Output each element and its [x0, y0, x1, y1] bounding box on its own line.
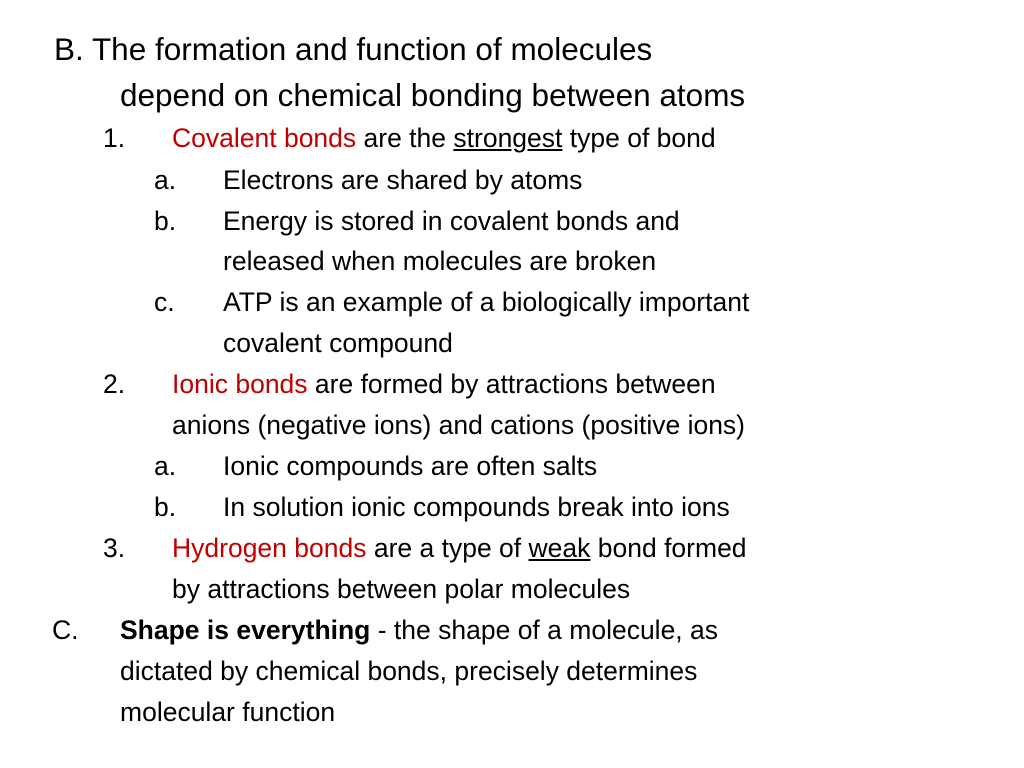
- item-1b-line2: released when molecules are broken: [223, 246, 657, 276]
- item-2-text-a: are formed by attractions between: [307, 369, 716, 399]
- item-2b-line1: In solution ionic compounds break into ions: [223, 492, 730, 522]
- shape-is-everything-bold: Shape is everything: [120, 615, 371, 645]
- item-1a-marker: a.: [154, 165, 177, 195]
- item-1c-line1: ATP is an example of a biologically important: [223, 287, 750, 317]
- heading-c-text-a: - the shape of a molecule, as: [370, 615, 719, 645]
- item-2-line2: anions (negative ions) and cations (positive ions): [172, 410, 746, 440]
- heading-c-line1: [120, 614, 718, 646]
- heading-b-line1: B. The formation and function of molecules: [54, 31, 653, 67]
- strongest-emph: strongest: [453, 123, 563, 153]
- item-1-line1: [172, 122, 716, 154]
- weak-emph: weak: [528, 533, 591, 563]
- covalent-bonds-term: Covalent bonds: [172, 123, 357, 153]
- item-3-marker: 3.: [103, 533, 126, 563]
- item-1b-marker: b.: [154, 206, 177, 236]
- heading-c-line2: dictated by chemical bonds, precisely determines: [120, 656, 698, 686]
- item-3-line2: by attractions between polar molecules: [172, 574, 631, 604]
- item-1-text-a: are the: [356, 123, 454, 153]
- item-3-text-a: are a type of: [366, 533, 529, 563]
- item-1-text-b: type of bond: [562, 123, 716, 153]
- item-2a-line1: Ionic compounds are often salts: [223, 451, 598, 481]
- item-2-marker: 2.: [103, 369, 126, 399]
- item-1-marker: 1.: [103, 123, 126, 153]
- item-2b-marker: b.: [154, 492, 177, 522]
- item-1c-marker: c.: [154, 287, 175, 317]
- item-3-text-b: bond formed: [590, 533, 747, 563]
- heading-b-line2: depend on chemical bonding between atoms: [120, 77, 746, 113]
- item-2-line1: [172, 368, 716, 400]
- item-1c-line2: covalent compound: [223, 328, 453, 358]
- item-3-line1: [172, 532, 747, 564]
- item-1b-line1: Energy is stored in covalent bonds and: [223, 206, 680, 236]
- ionic-bonds-term: Ionic bonds: [172, 369, 308, 399]
- heading-c-line3: molecular function: [120, 697, 336, 727]
- item-1a-line1: Electrons are shared by atoms: [223, 165, 583, 195]
- hydrogen-bonds-term: Hydrogen bonds: [172, 533, 367, 563]
- item-2a-marker: a.: [154, 451, 177, 481]
- heading-c-marker: C.: [52, 615, 79, 645]
